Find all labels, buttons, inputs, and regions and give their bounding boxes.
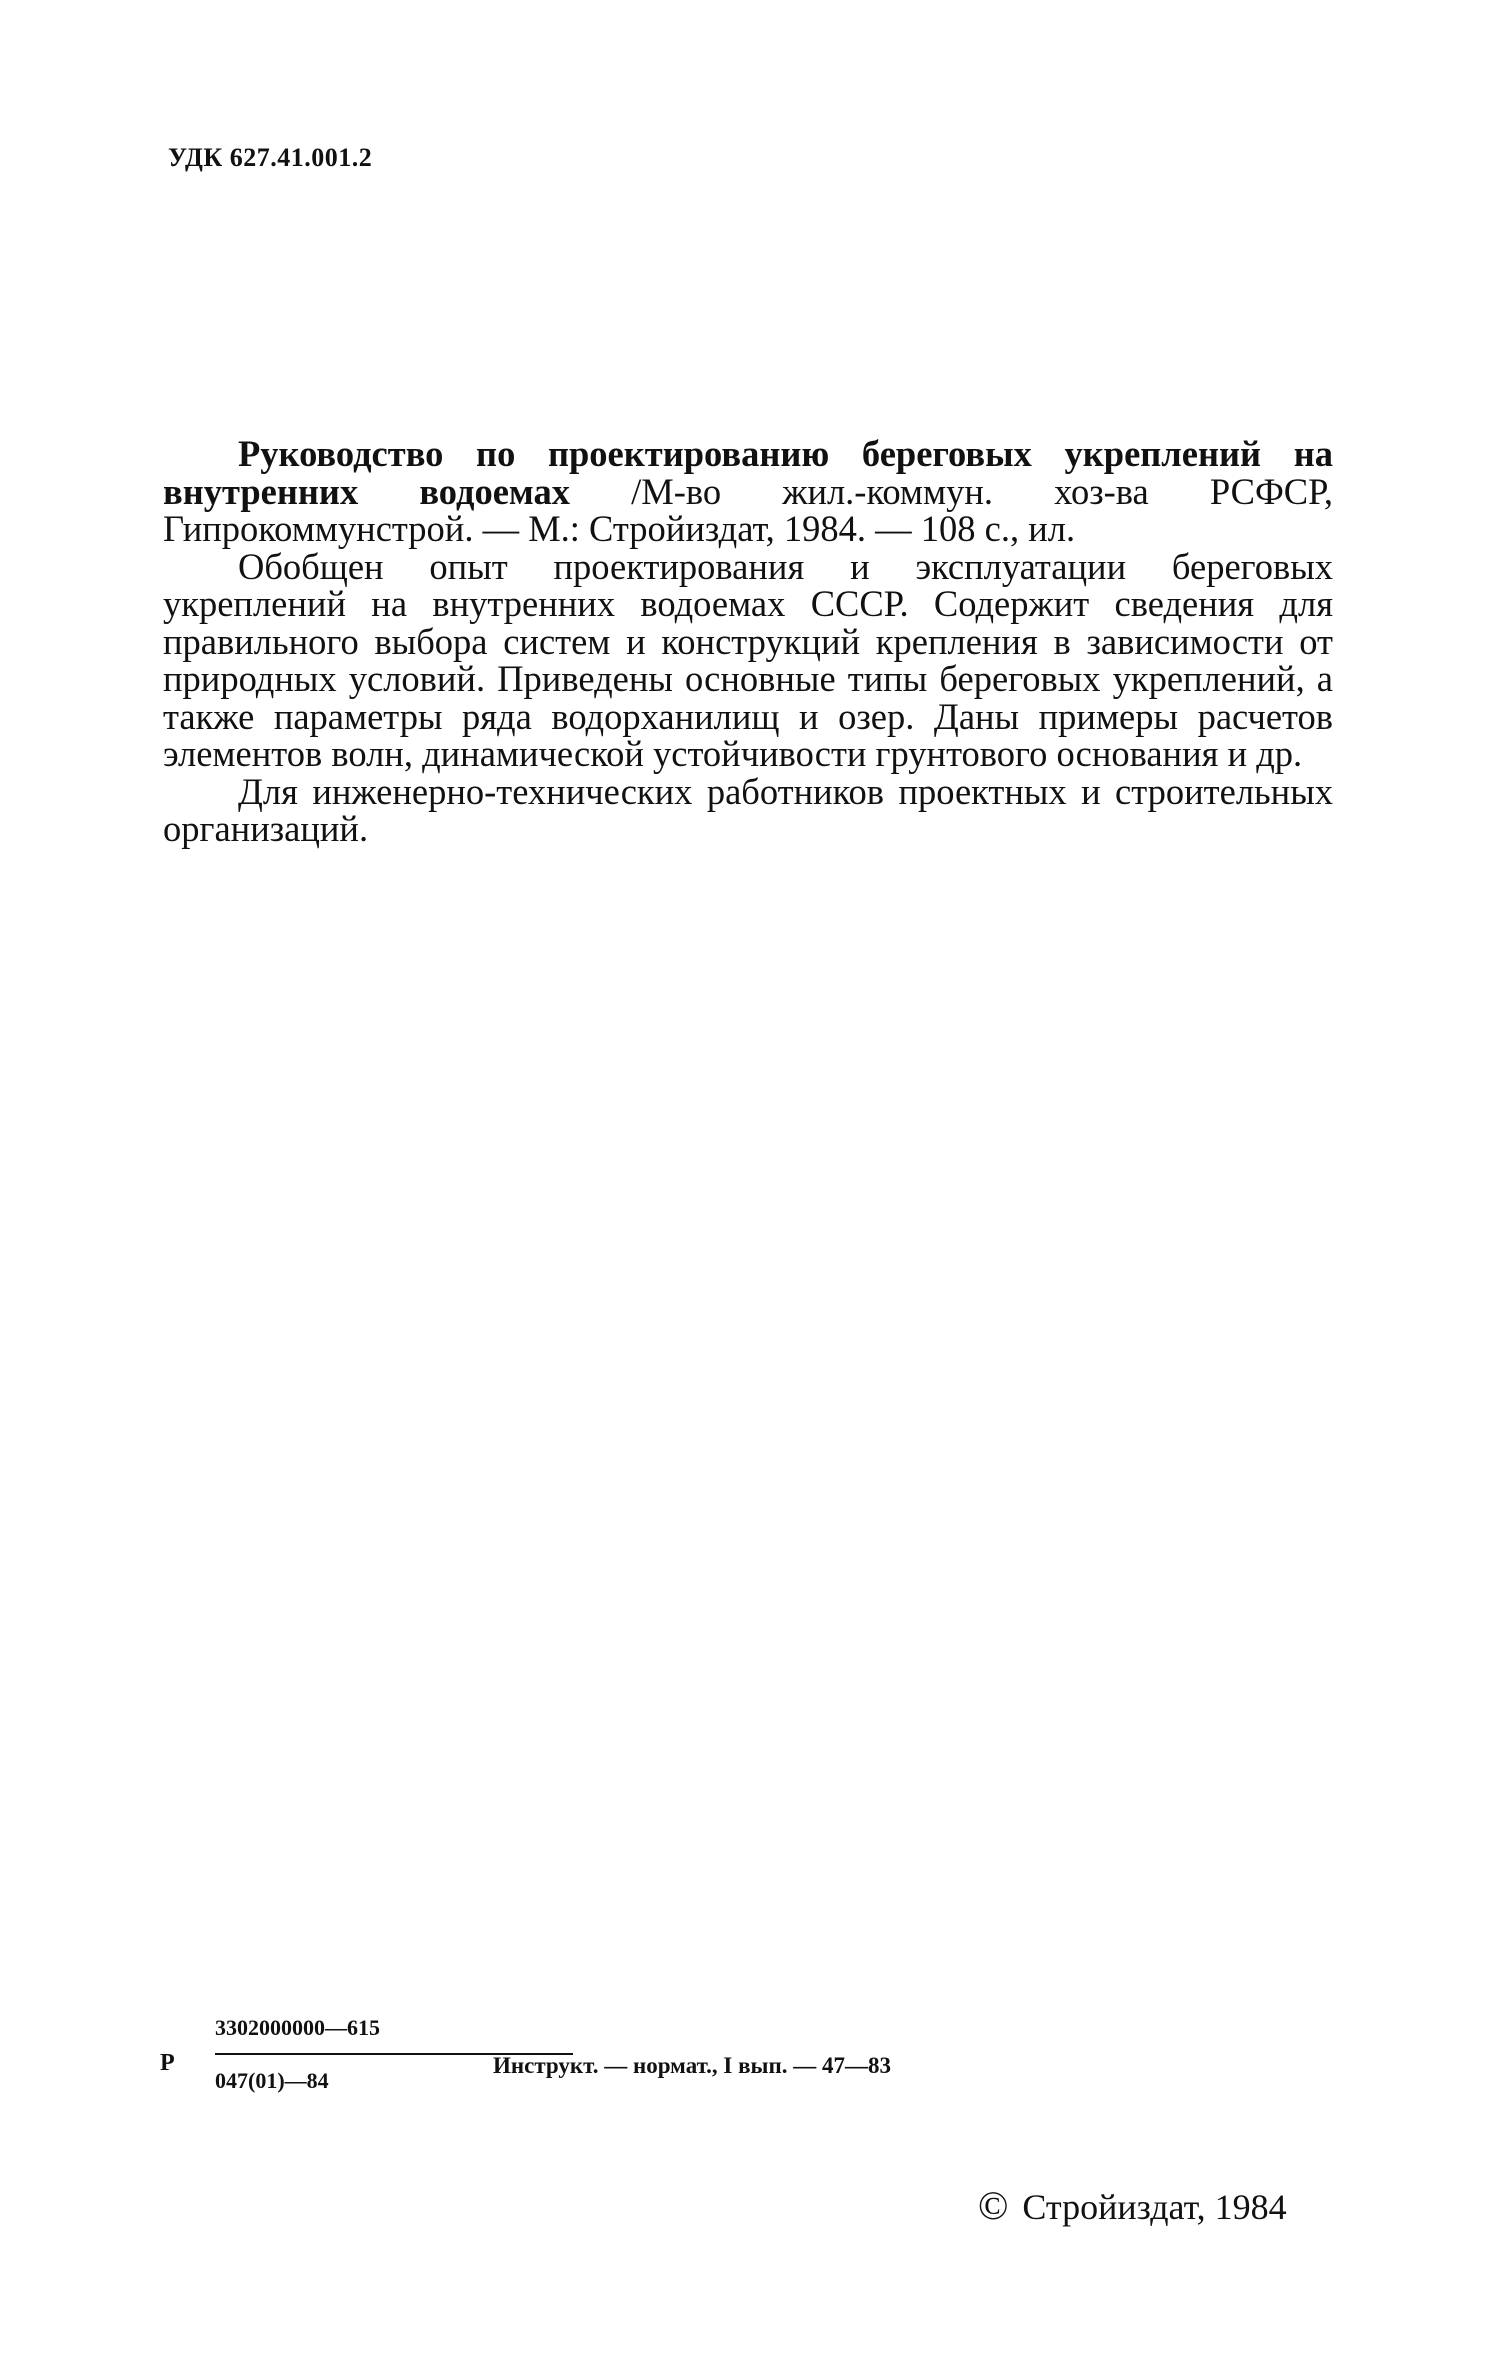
copyright-text: Стройиздат, 1984 bbox=[1022, 2187, 1287, 2227]
imprint-block bbox=[160, 2015, 1060, 2125]
citation-paragraph bbox=[163, 435, 1333, 548]
citation-details: /М-во жил.-коммун. хоз-ва РСФСР, Гипрокоммунстрой. — М.: Стройиздат, 1984. — 108 с., ил. bbox=[163, 470, 1333, 549]
imprint-letter: Р bbox=[160, 2050, 175, 2076]
summary-paragraph: Обобщен опыт проектирования и эксплуатации береговых укреплений на внутренних водоемах СССР. Содержит сведения для правильного выбора систем и конструкций крепления в зависимости от природных условий. Приведены основные типы береговых укреплений, а также параметры ряда водорханилищ и озер. Даны примеры расчетов элементов волн, динамической устойчивости грунтового основания и др. bbox=[163, 545, 1333, 774]
imprint-denominator: 047(01)—84 bbox=[215, 2068, 329, 2093]
book-title: Руководство по проектированию береговых укреплений на внутренних водоемах bbox=[163, 433, 1333, 512]
copyright-icon: © bbox=[978, 2183, 1009, 2228]
udk-code: УДК 627.41.001.2 bbox=[168, 143, 373, 172]
audience-paragraph: Для инженерно-технических работников проектных и строительных организаций. bbox=[163, 770, 1333, 849]
bibliographic-abstract bbox=[163, 435, 1333, 848]
imprint-category: Инструкт. — нормат., I вып. — 47—83 bbox=[493, 2053, 891, 2078]
imprint-numerator: 3302000000—615 bbox=[215, 2015, 380, 2040]
copyright-line bbox=[978, 2182, 1287, 2229]
